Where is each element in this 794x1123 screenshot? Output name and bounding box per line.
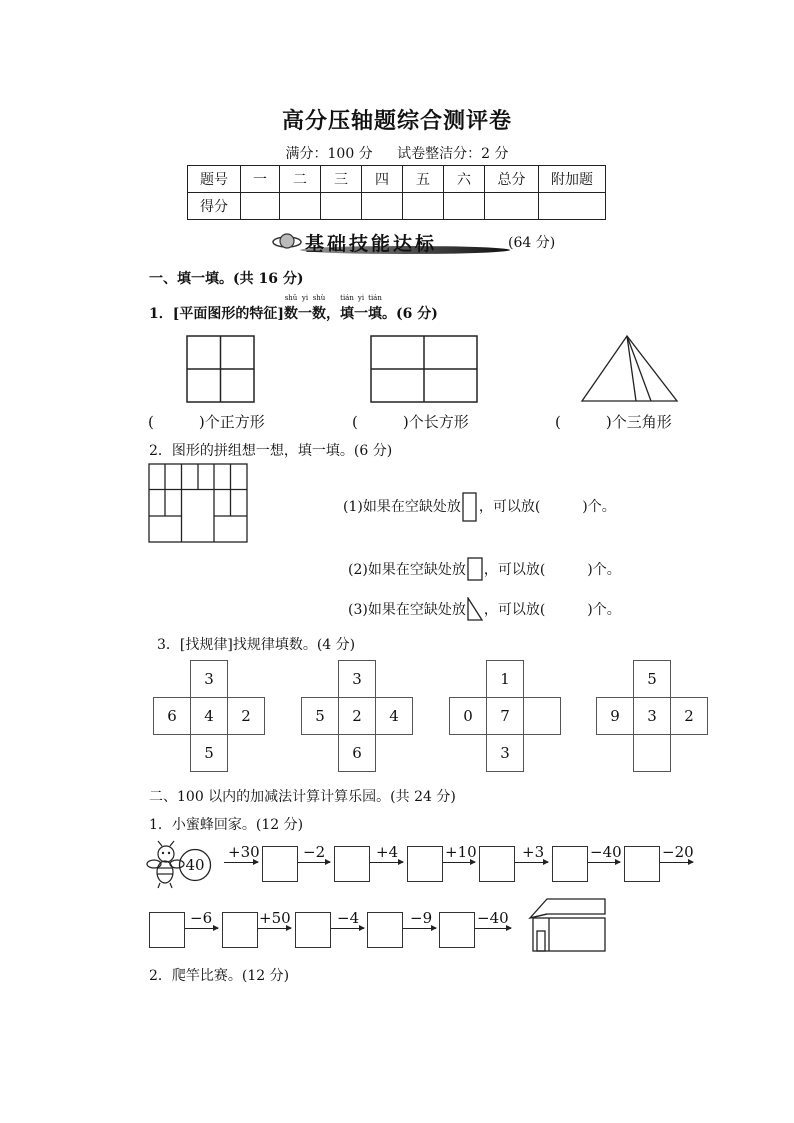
arrow xyxy=(370,862,403,863)
cross-cell-center: 7 xyxy=(487,698,524,735)
q3-prompt: 3．[找规律]找规律填数。(4 分) xyxy=(157,637,356,653)
operation-label: +4 xyxy=(376,843,399,861)
cross-cell-top: 3 xyxy=(191,661,228,698)
score-info xyxy=(0,143,794,163)
cross-cell-blank[interactable] xyxy=(524,698,561,735)
section2-heading: 二、100 以内的加减法计算计算乐园。(共 24 分) xyxy=(149,789,456,805)
q1-tail: 。(6 分) xyxy=(382,306,438,322)
operation-label: −4 xyxy=(337,909,360,927)
q2-item-3 xyxy=(348,599,621,619)
table-cell: 五 xyxy=(403,166,444,193)
pinyin: shǔ xyxy=(284,294,298,302)
q1-sep: ， xyxy=(326,306,340,322)
answer-box[interactable] xyxy=(295,912,331,948)
answer-box[interactable] xyxy=(262,846,298,882)
ruby-char xyxy=(354,294,368,323)
arrow xyxy=(403,928,436,929)
cross-cell-left: 5 xyxy=(302,698,339,735)
q2-item-3-pre: (3)如果在空缺处放 xyxy=(348,602,466,618)
arrow xyxy=(298,862,330,863)
ruby-char xyxy=(368,294,382,323)
score-input[interactable] xyxy=(485,193,539,220)
q2-item-2-pre: (2)如果在空缺处放 xyxy=(348,562,466,578)
arrow xyxy=(588,862,620,863)
pinyin: tián xyxy=(340,294,354,302)
cross-cell-blank[interactable] xyxy=(634,735,671,772)
score-input[interactable] xyxy=(280,193,321,220)
answer-box[interactable] xyxy=(439,912,475,948)
score-input[interactable] xyxy=(321,193,362,220)
cross-cell-right: 2 xyxy=(671,698,708,735)
cross-cell-top: 1 xyxy=(487,661,524,698)
cross-cell-left: 6 xyxy=(154,698,191,735)
operation-label: −9 xyxy=(410,909,433,927)
neatness-score: 试卷整洁分：2 分 xyxy=(397,146,509,162)
score-input[interactable] xyxy=(362,193,403,220)
number-cross-4 xyxy=(596,660,708,772)
number-cross-3 xyxy=(449,660,561,772)
table-cell: 六 xyxy=(444,166,485,193)
tall-rectangle-icon xyxy=(461,492,479,522)
table-cell: 一 xyxy=(241,166,280,193)
ruby-char xyxy=(298,294,312,323)
table-cell: 得分 xyxy=(188,193,241,220)
score-input[interactable] xyxy=(241,193,280,220)
table-cell: 三 xyxy=(321,166,362,193)
answer-squares[interactable]: ( )个正方形 xyxy=(148,413,265,431)
answer-box[interactable] xyxy=(552,846,588,882)
q2-prompt: 2．图形的拼组想一想，填一填。(6 分) xyxy=(149,443,393,459)
rectangle-figure xyxy=(370,335,480,405)
table-cell: 总分 xyxy=(485,166,539,193)
cross-cell-bottom: 6 xyxy=(339,735,376,772)
full-score: 满分：100 分 xyxy=(285,146,373,162)
operation-label: +50 xyxy=(259,909,291,927)
arrow xyxy=(515,862,548,863)
hanzi: 填 xyxy=(368,306,382,322)
operation-label: +10 xyxy=(445,843,477,861)
operation-label: −2 xyxy=(303,843,326,861)
cross-cell-left: 9 xyxy=(597,698,634,735)
square-figure xyxy=(186,335,258,405)
table-cell: 四 xyxy=(362,166,403,193)
table-cell: 二 xyxy=(280,166,321,193)
arrow xyxy=(331,928,364,929)
banner-points: (64 分) xyxy=(508,235,556,251)
arrow xyxy=(475,928,511,929)
operation-label: −6 xyxy=(190,909,213,927)
q2-item-1-post[interactable]: ，可以放( )个。 xyxy=(478,499,616,515)
answer-box[interactable] xyxy=(149,912,185,948)
score-input[interactable] xyxy=(403,193,444,220)
section-banner xyxy=(0,229,794,255)
ruby-char xyxy=(312,294,326,323)
q2-item-2 xyxy=(348,559,621,579)
hanzi: 一 xyxy=(354,306,368,322)
arrow xyxy=(258,928,291,929)
pinyin: tián xyxy=(368,294,382,302)
operation-label: −40 xyxy=(477,909,509,927)
q2-item-1 xyxy=(343,496,616,516)
banner-title: 基础技能达标 xyxy=(305,233,438,255)
score-input[interactable] xyxy=(444,193,485,220)
answer-box[interactable] xyxy=(334,846,370,882)
hanzi: 填 xyxy=(340,306,354,322)
hanzi: 一 xyxy=(298,306,312,322)
q1-tag: [平面图形的特征] xyxy=(172,306,284,322)
pole-climb-prompt: 2．爬竿比赛。(12 分) xyxy=(149,968,290,984)
page-title: 高分压轴题综合测评卷 xyxy=(281,108,512,134)
cross-cell-bottom: 5 xyxy=(191,735,228,772)
operation-label: −20 xyxy=(662,843,694,861)
triangle-figure xyxy=(580,334,680,404)
score-table xyxy=(187,165,606,220)
bee-question-prompt: 1．小蜜蜂回家。(12 分) xyxy=(149,817,304,833)
cross-cell-center: 2 xyxy=(339,698,376,735)
cross-cell-right: 4 xyxy=(376,698,413,735)
section1-heading: 一、填一填。(共 16 分) xyxy=(149,271,304,287)
ruby-char xyxy=(284,294,298,323)
score-table-row xyxy=(188,193,606,220)
score-table-header xyxy=(188,166,606,193)
answer-box[interactable] xyxy=(407,846,443,882)
hanzi: 数 xyxy=(312,306,326,322)
answer-box[interactable] xyxy=(479,846,515,882)
hanzi: 数 xyxy=(284,306,298,322)
q2-item-3-post[interactable]: ，可以放( )个。 xyxy=(483,602,621,618)
answer-box[interactable] xyxy=(624,846,660,882)
table-cell: 附加题 xyxy=(539,166,606,193)
answer-box[interactable] xyxy=(222,912,258,948)
table-cell: 题号 xyxy=(188,166,241,193)
answer-box[interactable] xyxy=(367,912,403,948)
planet-icon xyxy=(272,230,302,252)
small-square-icon xyxy=(466,557,484,583)
arrow xyxy=(443,862,475,863)
pinyin: shù xyxy=(312,294,326,302)
arrow xyxy=(185,928,218,929)
arrow xyxy=(224,862,258,863)
house-icon xyxy=(527,896,609,954)
operation-label: +30 xyxy=(228,843,260,861)
start-number: 40 xyxy=(185,856,205,874)
number-cross-2 xyxy=(301,660,413,772)
cross-cell-top: 5 xyxy=(634,661,671,698)
number-cross-1 xyxy=(153,660,265,772)
pinyin: yi xyxy=(301,294,309,302)
cross-cell-top: 3 xyxy=(339,661,376,698)
pinyin: yi xyxy=(357,294,365,302)
arrow xyxy=(660,862,693,863)
ruby-char xyxy=(340,294,354,323)
q2-item-2-post[interactable]: ，可以放( )个。 xyxy=(483,562,621,578)
answer-rectangles[interactable]: ( )个长方形 xyxy=(352,413,469,431)
cross-cell-bottom: 3 xyxy=(487,735,524,772)
operation-label: −40 xyxy=(590,843,622,861)
cross-cell-center: 4 xyxy=(191,698,228,735)
cross-cell-center: 3 xyxy=(634,698,671,735)
q2-item-1-pre: (1)如果在空缺处放 xyxy=(343,499,461,515)
q1-num: 1． xyxy=(149,306,173,322)
answer-triangles[interactable]: ( )个三角形 xyxy=(555,413,672,431)
cross-cell-left: 0 xyxy=(450,698,487,735)
right-triangle-icon xyxy=(466,597,484,623)
q1-prompt xyxy=(149,294,438,323)
cross-cell-right: 2 xyxy=(228,698,265,735)
score-input[interactable] xyxy=(539,193,606,220)
operation-label: +3 xyxy=(522,843,545,861)
tiling-grid-figure xyxy=(148,463,250,545)
